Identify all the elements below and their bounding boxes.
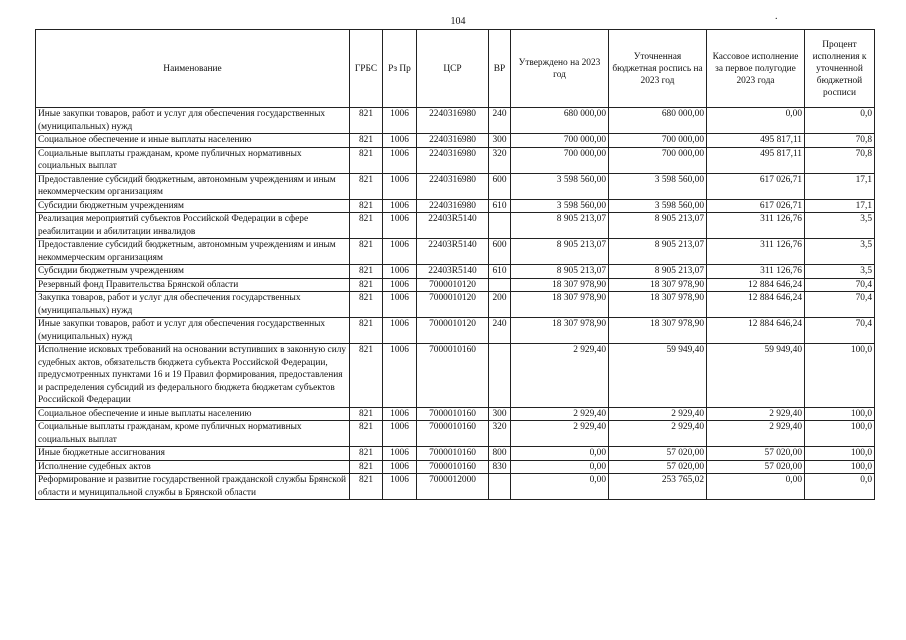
- row-name-cell: Субсидии бюджетным учреждениям: [36, 199, 350, 213]
- row-percent-cell: 70,4: [805, 318, 875, 344]
- table-row: [36, 292, 875, 318]
- row-grbs-cell: 821: [350, 447, 383, 461]
- row-csr-cell: 2240316980: [417, 147, 489, 173]
- row-rzpr-cell: 1006: [383, 344, 417, 408]
- row-approved-cell: 8 905 213,07: [511, 213, 609, 239]
- row-percent-cell: 100,0: [805, 344, 875, 408]
- row-refined-cell: 3 598 560,00: [609, 173, 707, 199]
- table-row: [36, 407, 875, 421]
- row-approved-cell: 2 929,40: [511, 421, 609, 447]
- row-grbs-cell: 821: [350, 421, 383, 447]
- row-csr-cell: 7000010160: [417, 447, 489, 461]
- row-grbs-cell: 821: [350, 147, 383, 173]
- table-row: [36, 474, 875, 500]
- row-approved-cell: 680 000,00: [511, 108, 609, 134]
- row-rzpr-cell: 1006: [383, 239, 417, 265]
- row-rzpr-cell: 1006: [383, 265, 417, 279]
- row-approved-cell: 3 598 560,00: [511, 199, 609, 213]
- row-vr-cell: 300: [489, 134, 511, 148]
- table-row: [36, 173, 875, 199]
- row-refined-cell: 8 905 213,07: [609, 239, 707, 265]
- row-refined-cell: 18 307 978,90: [609, 278, 707, 292]
- row-executed-cell: 2 929,40: [707, 421, 805, 447]
- row-csr-cell: 7000010160: [417, 407, 489, 421]
- row-percent-cell: 70,4: [805, 292, 875, 318]
- row-executed-cell: 57 020,00: [707, 460, 805, 474]
- row-percent-cell: 3,5: [805, 239, 875, 265]
- row-percent-cell: 3,5: [805, 213, 875, 239]
- header-row: [36, 30, 875, 108]
- row-name-cell: Иные закупки товаров, работ и услуг для обеспечения государственных (муниципальных) нужд: [36, 108, 350, 134]
- table-row: [36, 108, 875, 134]
- header-vr: ВР: [489, 30, 511, 108]
- row-name-cell: Исполнение судебных актов: [36, 460, 350, 474]
- row-vr-cell: 830: [489, 460, 511, 474]
- row-executed-cell: 2 929,40: [707, 407, 805, 421]
- row-vr-cell: 600: [489, 239, 511, 265]
- row-vr-cell: 200: [489, 292, 511, 318]
- row-vr-cell: 600: [489, 173, 511, 199]
- row-rzpr-cell: 1006: [383, 173, 417, 199]
- row-vr-cell: [489, 278, 511, 292]
- row-grbs-cell: 821: [350, 292, 383, 318]
- row-grbs-cell: 821: [350, 213, 383, 239]
- row-refined-cell: 700 000,00: [609, 147, 707, 173]
- row-grbs-cell: 821: [350, 278, 383, 292]
- row-name-cell: Закупка товаров, работ и услуг для обеспечения государственных (муниципальных) нужд: [36, 292, 350, 318]
- row-refined-cell: 18 307 978,90: [609, 318, 707, 344]
- row-rzpr-cell: 1006: [383, 421, 417, 447]
- row-csr-cell: 2240316980: [417, 199, 489, 213]
- header-approved: Утверждено на 2023 год: [511, 30, 609, 108]
- row-percent-cell: 70,8: [805, 147, 875, 173]
- row-executed-cell: 311 126,76: [707, 213, 805, 239]
- row-vr-cell: 320: [489, 147, 511, 173]
- row-approved-cell: 0,00: [511, 460, 609, 474]
- row-vr-cell: 800: [489, 447, 511, 461]
- row-executed-cell: 0,00: [707, 108, 805, 134]
- table-row: [36, 344, 875, 408]
- row-vr-cell: 320: [489, 421, 511, 447]
- row-approved-cell: 18 307 978,90: [511, 278, 609, 292]
- row-name-cell: Резервный фонд Правительства Брянской области: [36, 278, 350, 292]
- row-name-cell: Социальные выплаты гражданам, кроме публичных нормативных социальных выплат: [36, 147, 350, 173]
- row-approved-cell: 0,00: [511, 474, 609, 500]
- row-percent-cell: 17,1: [805, 199, 875, 213]
- row-percent-cell: 100,0: [805, 407, 875, 421]
- header-percent: Процент исполнения к уточненной бюджетной росписи: [805, 30, 875, 108]
- row-approved-cell: 2 929,40: [511, 407, 609, 421]
- row-rzpr-cell: 1006: [383, 213, 417, 239]
- row-csr-cell: 7000010120: [417, 318, 489, 344]
- row-executed-cell: 495 817,11: [707, 147, 805, 173]
- row-vr-cell: [489, 344, 511, 408]
- row-approved-cell: 700 000,00: [511, 147, 609, 173]
- row-csr-cell: 7000010160: [417, 344, 489, 408]
- table-row: [36, 421, 875, 447]
- row-csr-cell: 7000010160: [417, 421, 489, 447]
- row-name-cell: Реформирование и развитие государственной гражданской службы Брянской области и муниципальной службы в Брянской области: [36, 474, 350, 500]
- row-percent-cell: 3,5: [805, 265, 875, 279]
- row-percent-cell: 70,8: [805, 134, 875, 148]
- row-vr-cell: 240: [489, 318, 511, 344]
- row-rzpr-cell: 1006: [383, 199, 417, 213]
- row-percent-cell: 0,0: [805, 474, 875, 500]
- row-csr-cell: 2240316980: [417, 173, 489, 199]
- row-approved-cell: 8 905 213,07: [511, 265, 609, 279]
- row-rzpr-cell: 1006: [383, 318, 417, 344]
- row-csr-cell: 2240316980: [417, 134, 489, 148]
- row-executed-cell: 57 020,00: [707, 447, 805, 461]
- row-refined-cell: 2 929,40: [609, 407, 707, 421]
- row-vr-cell: [489, 474, 511, 500]
- row-csr-cell: 7000010120: [417, 278, 489, 292]
- row-rzpr-cell: 1006: [383, 278, 417, 292]
- row-executed-cell: 617 026,71: [707, 173, 805, 199]
- table-row: [36, 278, 875, 292]
- row-name-cell: Исполнение исковых требований на основании вступивших в законную силу судебных актов, обязательств бюджета субъекта Российской Федерации, предусмотренных пунктами 16 и 19 Правил формирования, предоставления и распределения субсидий из федерального бюджета бюджетам субъектов Российской Федерации: [36, 344, 350, 408]
- row-vr-cell: 240: [489, 108, 511, 134]
- table-row: [36, 213, 875, 239]
- row-rzpr-cell: 1006: [383, 474, 417, 500]
- row-approved-cell: 3 598 560,00: [511, 173, 609, 199]
- row-grbs-cell: 821: [350, 460, 383, 474]
- row-name-cell: Реализация мероприятий субъектов Российской Федерации в сфере реабилитации и абилитации инвалидов: [36, 213, 350, 239]
- row-refined-cell: 8 905 213,07: [609, 213, 707, 239]
- row-grbs-cell: 821: [350, 173, 383, 199]
- header-name: Наименование: [36, 30, 350, 108]
- row-rzpr-cell: 1006: [383, 407, 417, 421]
- row-percent-cell: 100,0: [805, 447, 875, 461]
- row-grbs-cell: 821: [350, 108, 383, 134]
- row-name-cell: Предоставление субсидий бюджетным, автономным учреждениям и иным некоммерческим организациям: [36, 239, 350, 265]
- row-name-cell: Субсидии бюджетным учреждениям: [36, 265, 350, 279]
- table-row: [36, 447, 875, 461]
- header-refined: Уточненная бюджетная роспись на 2023 год: [609, 30, 707, 108]
- row-csr-cell: 22403R5140: [417, 213, 489, 239]
- row-rzpr-cell: 1006: [383, 447, 417, 461]
- row-name-cell: Социальное обеспечение и иные выплаты населению: [36, 134, 350, 148]
- table-row: [36, 265, 875, 279]
- row-csr-cell: 7000010120: [417, 292, 489, 318]
- header-csr: ЦСР: [417, 30, 489, 108]
- row-executed-cell: 0,00: [707, 474, 805, 500]
- row-name-cell: Предоставление субсидий бюджетным, автономным учреждениям и иным некоммерческим организациям: [36, 173, 350, 199]
- row-executed-cell: 311 126,76: [707, 265, 805, 279]
- row-grbs-cell: 821: [350, 407, 383, 421]
- row-refined-cell: 8 905 213,07: [609, 265, 707, 279]
- row-vr-cell: 610: [489, 265, 511, 279]
- row-refined-cell: 59 949,40: [609, 344, 707, 408]
- header-executed: Кассовое исполнение за первое полугодие 2023 года: [707, 30, 805, 108]
- header-rzpr: Рз Пр: [383, 30, 417, 108]
- row-executed-cell: 495 817,11: [707, 134, 805, 148]
- row-percent-cell: 100,0: [805, 460, 875, 474]
- header-grbs: ГРБС: [350, 30, 383, 108]
- row-name-cell: Иные бюджетные ассигнования: [36, 447, 350, 461]
- row-refined-cell: 3 598 560,00: [609, 199, 707, 213]
- row-approved-cell: 8 905 213,07: [511, 239, 609, 265]
- row-approved-cell: 2 929,40: [511, 344, 609, 408]
- table-row: [36, 239, 875, 265]
- row-executed-cell: 311 126,76: [707, 239, 805, 265]
- row-rzpr-cell: 1006: [383, 134, 417, 148]
- row-refined-cell: 57 020,00: [609, 447, 707, 461]
- row-percent-cell: 0,0: [805, 108, 875, 134]
- table-row: [36, 134, 875, 148]
- table-row: [36, 199, 875, 213]
- row-csr-cell: 7000010160: [417, 460, 489, 474]
- row-refined-cell: 18 307 978,90: [609, 292, 707, 318]
- row-percent-cell: 100,0: [805, 421, 875, 447]
- row-name-cell: Социальное обеспечение и иные выплаты населению: [36, 407, 350, 421]
- row-percent-cell: 17,1: [805, 173, 875, 199]
- row-vr-cell: [489, 213, 511, 239]
- row-rzpr-cell: 1006: [383, 460, 417, 474]
- row-approved-cell: 0,00: [511, 447, 609, 461]
- page-mark: .: [775, 11, 778, 22]
- table-row: [36, 318, 875, 344]
- row-name-cell: Социальные выплаты гражданам, кроме публичных нормативных социальных выплат: [36, 421, 350, 447]
- table-row: [36, 147, 875, 173]
- row-vr-cell: 610: [489, 199, 511, 213]
- row-approved-cell: 18 307 978,90: [511, 292, 609, 318]
- row-grbs-cell: 821: [350, 344, 383, 408]
- row-grbs-cell: 821: [350, 239, 383, 265]
- row-refined-cell: 2 929,40: [609, 421, 707, 447]
- row-executed-cell: 617 026,71: [707, 199, 805, 213]
- row-grbs-cell: 821: [350, 199, 383, 213]
- table-row: [36, 460, 875, 474]
- row-executed-cell: 12 884 646,24: [707, 292, 805, 318]
- table-body: [36, 108, 875, 500]
- row-rzpr-cell: 1006: [383, 108, 417, 134]
- row-refined-cell: 253 765,02: [609, 474, 707, 500]
- row-grbs-cell: 821: [350, 134, 383, 148]
- row-csr-cell: 2240316980: [417, 108, 489, 134]
- row-csr-cell: 7000012000: [417, 474, 489, 500]
- row-grbs-cell: 821: [350, 265, 383, 279]
- row-vr-cell: 300: [489, 407, 511, 421]
- row-executed-cell: 59 949,40: [707, 344, 805, 408]
- row-percent-cell: 70,4: [805, 278, 875, 292]
- row-refined-cell: 57 020,00: [609, 460, 707, 474]
- row-name-cell: Иные закупки товаров, работ и услуг для обеспечения государственных (муниципальных) нужд: [36, 318, 350, 344]
- budget-table: [35, 29, 875, 500]
- row-refined-cell: 680 000,00: [609, 108, 707, 134]
- row-csr-cell: 22403R5140: [417, 239, 489, 265]
- row-rzpr-cell: 1006: [383, 292, 417, 318]
- page-number: 104: [450, 16, 466, 27]
- row-executed-cell: 12 884 646,24: [707, 278, 805, 292]
- row-approved-cell: 700 000,00: [511, 134, 609, 148]
- row-grbs-cell: 821: [350, 318, 383, 344]
- row-refined-cell: 700 000,00: [609, 134, 707, 148]
- row-csr-cell: 22403R5140: [417, 265, 489, 279]
- row-rzpr-cell: 1006: [383, 147, 417, 173]
- row-grbs-cell: 821: [350, 474, 383, 500]
- row-approved-cell: 18 307 978,90: [511, 318, 609, 344]
- row-executed-cell: 12 884 646,24: [707, 318, 805, 344]
